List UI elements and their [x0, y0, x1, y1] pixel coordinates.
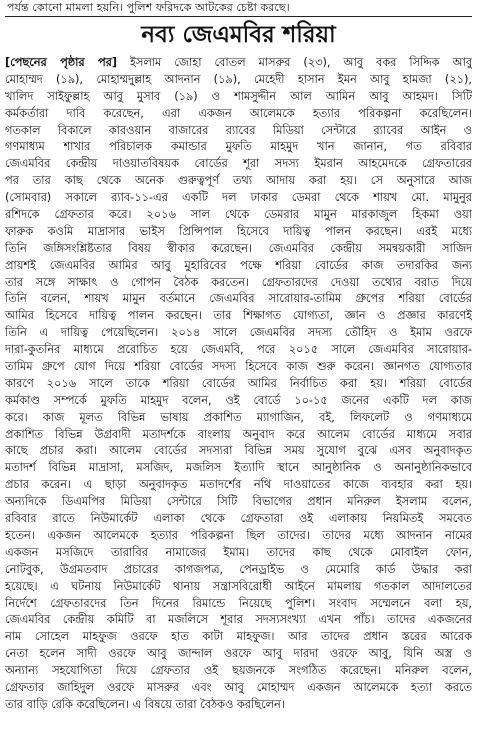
article-line — [5, 325, 472, 342]
article-line — [5, 207, 472, 224]
article-line — [5, 393, 472, 410]
article-line-text: কারণে ২০১৬ সালে তাকে শরিয়া বোর্ডের আমির নির্বাচিত করা হয়। শরিয়া বোর্ডের — [5, 376, 472, 390]
article-line — [5, 376, 472, 393]
article-line — [5, 342, 472, 359]
article-line — [5, 629, 472, 646]
article-line-text: দারা-কুতনির মাধ্যমে প্ররোচিত হয়ে জেএমবি, পরে ২০১৫ সালে জেএমবির সারোয়ার- — [5, 343, 472, 357]
article-line — [5, 258, 472, 275]
article-line — [5, 359, 472, 376]
article-line — [5, 528, 472, 545]
article-line-text: করে। কাজ মূলত বিভিন্ন ভাষায় প্রকাশিত ম্যাগাজিন, বই, লিফলেট ও গণমাধ্যমে — [5, 410, 472, 424]
article-line-text: অন্যদিকে ডিএমপির মিডিয়া সেন্টারে সিটি বিভাগের প্রধান মনিরুল ইসলাম বলেন, — [5, 495, 472, 509]
article-line-text: তিনি বলেন, শায়খ মামুন বর্তমানে জেএমবির সারোয়ার-তামিম গ্রুপের শরিয়া বোর্ডের — [5, 292, 472, 306]
article-line-text: প্রচার করেন। এ ছাড়া অনুবাদকৃত মতাদর্শের নথি দাওয়াতের কাজে ব্যবহার করা হয়। — [5, 478, 472, 492]
article-line-text: তামিম গ্রুপে যোগ দিয়ে শরিয়া বোর্ডের সদস্য হিসেবে কাজ শুরু করেন। জ্ঞানগত যোগ্যতার — [5, 360, 472, 374]
article-line — [5, 190, 472, 207]
article-line-text: তিনি জঙ্গিসংশ্লিষ্টতার বিষয় স্বীকার করেছেন। জেএমবির কেন্দ্রীয় সমন্বয়কারী সাজিদ — [5, 241, 472, 255]
article-line — [5, 275, 472, 292]
article-line-text: কর্মকর্তারা দাবি করেছেন, এরা একজন আলেমকে হত্যার পরিকল্পনা করেছিলেন। — [5, 106, 472, 120]
article-line — [5, 224, 472, 241]
article-line — [5, 410, 472, 427]
article-body — [5, 55, 472, 714]
article-line — [5, 241, 472, 258]
article-line-text: (সোমবার) সকালে র‍্যাব-১১-এর একটি দল ঢাকার ডেমরা থেকে শায়খ মো. মামুনুর — [5, 191, 472, 205]
article-line — [5, 579, 472, 596]
article-line-text: হয়েছে। এ ঘটনায় নিউমার্কেট থানায় সন্ত্রাসবিরোধী আইনে মামলায় গতকাল আদালতের — [5, 579, 472, 593]
article-line — [5, 443, 472, 460]
article-line — [5, 680, 472, 697]
article-line-text: তার বাড়ি রেকি করেছিলেন। এ বিষয়ে তারা বৈঠকও করছিলেন। — [5, 697, 285, 711]
article-line-text: তিনি এ দায়িত্ব পেয়েছিলেন। ২০১৪ সালে জেএমবির সদস্য তৌহিদ ও ইমাম ওরফে — [5, 326, 472, 340]
article-line — [5, 477, 472, 494]
article-line — [5, 612, 472, 629]
article-line — [5, 697, 472, 714]
article-line — [5, 511, 472, 528]
article-line — [5, 89, 472, 106]
article-line-text: কর্মকাণ্ড সম্পর্কে মুফতি মাহমুদ বলেন, ওই বোর্ডে ১০-১৫ জনের একটি দল কাজ — [5, 393, 472, 407]
article-line — [5, 123, 472, 140]
article-line-text: প্রকাশিত বিভিন্ন উগ্রবাদী মতাদর্শকে বাংলায় অনুবাদ করে আলেম বোর্ডের মাধ্যমে সবার — [5, 427, 472, 441]
article-headline: নব্য জেএমবির শরিয়া — [141, 22, 336, 48]
article-line-text: তার সঙ্গে সাক্ষাৎ ও গোপন বৈঠক করতেন। গ্রেফতারদের দেওয়া তথ্যের বরাত দিয়ে — [5, 275, 472, 289]
article-line-text: রশিদকে গ্রেফতার করে। ২০১৬ সাল থেকে ডেমরার মামুন মারকাজুল হিকমা ওয়া — [5, 208, 472, 222]
article-line-text: অন্যান্য সহযোগিতা দিয়ে গ্রেফতার ওই ছয়জনকে সংগঠিত করেছেন। মনিরুল বলেন, — [5, 664, 472, 678]
article-line-text: আমির হিসেবে দায়িত্ব পালন করছেন। তার শিক্ষাগত যোগ্যতা, জ্ঞান ও প্রজ্ঞার কারণেই — [5, 309, 472, 323]
article-line-text: মোহাম্মদ (১৯), মোহাম্মদুল্লাহ আদনান (১৯), মেহেদী হাসান ইমন আবু হামজা (২১), — [5, 72, 472, 86]
article-line-text: পর তার কাছ থেকে অনেক গুরুত্বপূর্ণ তথ্য আদায় করা হয়। সে অনুসারে আজ — [5, 174, 472, 188]
article-line-text: ফারুক কওমি মাদ্রাসার ভাইস প্রিন্সিপাল হিসেবে দায়িত্ব পালন করছেন। এরই মধ্যে — [5, 224, 472, 238]
article-line-text: প্রায়শই জেএমবির আমির আবু মুহারিবের পক্ষে শরিয়া বোর্ডের কাজ তদারকির জন্য — [5, 258, 472, 272]
article-line-text: গতকাল বিকালে কারওয়ান বাজারের র‍্যাবের মিডিয়া সেন্টারে র‍্যাবের আইন ও — [5, 123, 472, 137]
article-line — [5, 562, 472, 579]
article-line-text: জেএমবির কেন্দ্রীয় দাওয়াতবিষয়ক বোর্ডের শূরা সদস্য ইমরান আহমেদকে গ্রেফতারের — [5, 157, 472, 171]
article-line — [5, 308, 472, 325]
article-line-text: জেএমবির কেন্দ্রীয় কমিটি বা মজলিসে শূরার সদস্যসংখ্যা এখন পাঁচ। তাদের একজনের — [5, 613, 472, 627]
article-line-text: রবিবার রাতে নিউমার্কেট এলাকা থেকে গ্রেফতারা ওই এলাকায় নিয়মিতই সমবেত — [5, 512, 472, 526]
article-line — [5, 72, 472, 89]
previous-article-tail: পর্যন্ত কোনো মামলা হয়নি। পুলিশ ফরিদকে আটকের চেষ্টা করছে। — [5, 0, 472, 17]
article-line — [5, 460, 472, 477]
article-line — [5, 55, 472, 72]
article-line-text: খালিদ সাইফুল্লাহ আবু মুসাব (১৯) ও শামসুদ্দীন আল আমিন আবু আহমদ। সিটি — [5, 89, 472, 103]
article-line — [5, 427, 472, 444]
article-line-text: হতেন। একজন আলেমকে হত্যার পরিকল্পনা ছিল তাদের। তাদের মধ্যে আদনান নামের — [5, 528, 472, 542]
article-line-text: নাম সোহেল মাহফুজ ওরফে হাত কাটা মাহফুজ। আর তাদের প্রধান স্তরের আরেক — [5, 630, 472, 644]
article-line-text: মতাদর্শ বিভিন্ন মাদ্রাসা, মসজিদ, মজলিস ইত্যাদি স্থানে আনুষ্ঠানিক ও অনানুষ্ঠানিকভাবে — [5, 461, 472, 475]
article-line-text: ইসলাম জোহা বোতল মাসরুর (২৩), আবু বকর সিদ্দিক আবু — [117, 56, 472, 69]
article-line — [5, 291, 472, 308]
article-kicker: [পেছনের পৃষ্ঠার পর] — [5, 56, 117, 69]
article-line — [5, 494, 472, 511]
article-line-text: গ্রেফতার জাহিদুল ওরফে মাসরুর এবং আবু মোহাম্মদ একজন আলেমকে হত্যা করতে — [5, 680, 472, 694]
article-line-text: নির্দেশে গ্রেফতারদের তিন দিনের রিমান্ডে নিয়েছে পুলিশ। সংবাদ সম্মেলনে বলা হয়, — [5, 596, 472, 610]
article-line-text: একজন মসজিদে তারাবির নামাজের ইমাম। তাদের কাছ থেকে মোবাইল ফোন, — [5, 545, 472, 559]
article-line-text: নোটবুক, উগ্রমতবাদ প্রচারের কাগজপত্র, পেনড্রাইভ ও মেমোরি কার্ড উদ্ধার করা — [5, 562, 472, 576]
article-line — [5, 173, 472, 190]
article-line — [5, 139, 472, 156]
article-line — [5, 156, 472, 173]
article-line — [5, 663, 472, 680]
article-line-text: নেতা হলেন সাদী ওরফে আবু জান্দাল ওরফে আবু দারদা ওরফে আবু, যিনি অস্ত্র ও — [5, 647, 472, 661]
article-line — [5, 106, 472, 123]
article-line — [5, 646, 472, 663]
article-line — [5, 596, 472, 613]
article-line — [5, 545, 472, 562]
article-line-text: গণমাধ্যম শাখার পরিচালক কমান্ডার মুফতি মাহমুদ খান জানান, গত রবিবার — [5, 140, 472, 154]
article-line-text: কাছে প্রচার করা। আলেম বোর্ডের সদস্যরা বিভিন্ন সময় সুযোগ বুঝে এসব অনুবাদকৃত — [5, 444, 472, 458]
